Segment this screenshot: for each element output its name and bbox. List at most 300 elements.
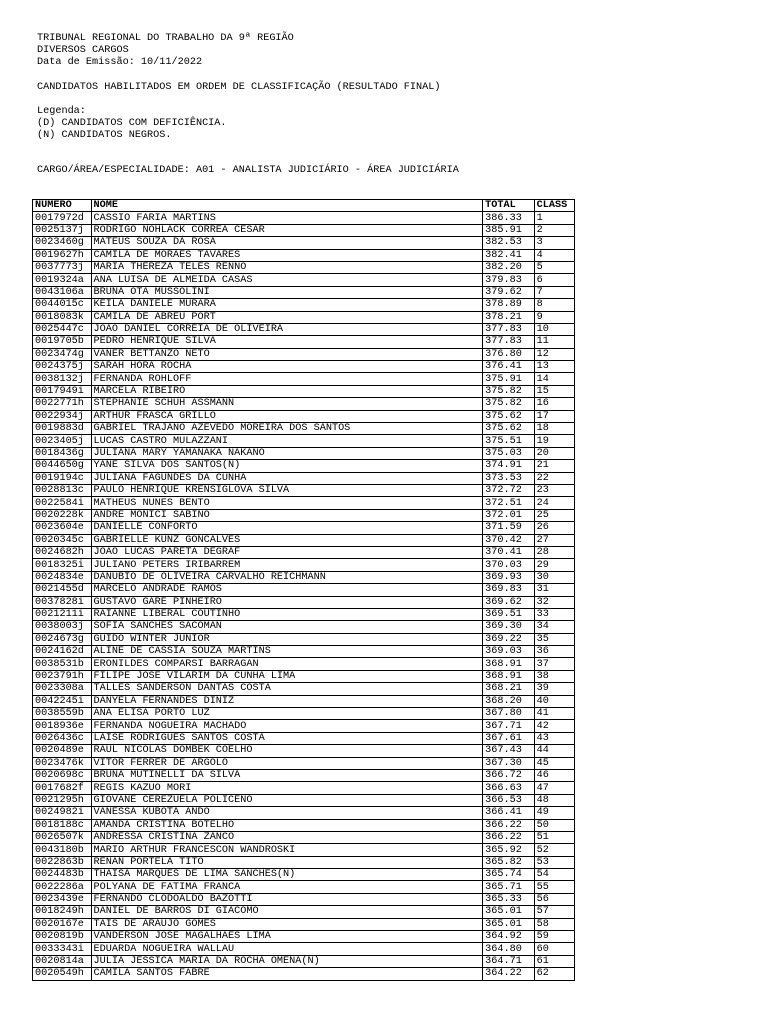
cell-class: 39	[534, 683, 574, 695]
table-row	[33, 782, 575, 794]
table-row	[33, 274, 575, 286]
cell-nome: FERNANDA ROHLOFF	[91, 373, 483, 385]
cell-numero: 0023791h	[33, 670, 92, 682]
cell-class: 26	[534, 522, 574, 534]
cell-total: 364.22	[483, 968, 534, 980]
cell-total: 370.41	[483, 546, 534, 558]
table-row	[33, 497, 575, 509]
cell-total: 375.62	[483, 423, 534, 435]
table-row	[33, 708, 575, 720]
cell-total: 379.83	[483, 274, 534, 286]
cell-numero: 0022286a	[33, 881, 92, 893]
table-row	[33, 584, 575, 596]
cell-nome: MATHEUS NUNES BENTO	[91, 497, 483, 509]
table-row	[33, 571, 575, 583]
cell-nome: VITOR FERRER DE ARGOLO	[91, 757, 483, 769]
cell-total: 375.51	[483, 435, 534, 447]
cell-nome: THAISA MARQUES DE LIMA SANCHES(N)	[91, 869, 483, 881]
cell-total: 364.92	[483, 931, 534, 943]
table-row	[33, 844, 575, 856]
table-row	[33, 299, 575, 311]
cell-nome: RODRIGO NOHLACK CORREA CESAR	[91, 224, 483, 236]
cell-numero: 0044015c	[33, 299, 92, 311]
table-row	[33, 955, 575, 967]
cell-nome: JULIANA FAGUNDES DA CUNHA	[91, 472, 483, 484]
cell-numero: 0020345c	[33, 534, 92, 546]
cell-class: 38	[534, 670, 574, 682]
cell-class: 5	[534, 261, 574, 273]
table-row	[33, 423, 575, 435]
cell-nome: MARCELO ANDRADE RAMOS	[91, 584, 483, 596]
cell-total: 369.22	[483, 633, 534, 645]
cell-numero: 0018325i	[33, 559, 92, 571]
table-row	[33, 447, 575, 459]
cell-numero: 0017682f	[33, 782, 92, 794]
cell-class: 30	[534, 571, 574, 583]
cell-nome: DANUBIO DE OLIVEIRA CARVALHO REICHMANN	[91, 571, 483, 583]
cell-nome: ANA ELISA PORTO LUZ	[91, 708, 483, 720]
cell-class: 7	[534, 286, 574, 298]
cell-total: 372.51	[483, 497, 534, 509]
cell-nome: TAIS DE ARAUJO GOMES	[91, 918, 483, 930]
cell-numero: 0024375j	[33, 361, 92, 373]
cell-nome: LUCAS CASTRO MULAZZANI	[91, 435, 483, 447]
table-row	[33, 261, 575, 273]
table-row	[33, 968, 575, 980]
cell-total: 368.91	[483, 670, 534, 682]
table-row	[33, 819, 575, 831]
table-row	[33, 633, 575, 645]
cell-nome: GUIDO WINTER JUNIOR	[91, 633, 483, 645]
cell-numero: 0021295h	[33, 794, 92, 806]
cell-class: 46	[534, 769, 574, 781]
cell-numero: 0020167e	[33, 918, 92, 930]
cell-nome: REGIS KAZUO MORI	[91, 782, 483, 794]
cell-numero: 0024682h	[33, 546, 92, 558]
cell-class: 31	[534, 584, 574, 596]
cell-numero: 0019194c	[33, 472, 92, 484]
cell-numero: 0018083k	[33, 311, 92, 323]
cell-class: 62	[534, 968, 574, 980]
cell-nome: PAULO HENRIQUE KRENSIGLOVA SILVA	[91, 484, 483, 496]
cell-nome: ARTHUR FRASCA GRILLO	[91, 410, 483, 422]
cell-total: 366.22	[483, 819, 534, 831]
table-row	[33, 757, 575, 769]
cell-class: 32	[534, 596, 574, 608]
cell-nome: ALINE DE CASSIA SOUZA MARTINS	[91, 646, 483, 658]
cell-nome: JULIANA MARY YAMANAKA NAKANO	[91, 447, 483, 459]
table-row	[33, 460, 575, 472]
cell-total: 368.91	[483, 658, 534, 670]
cell-total: 375.91	[483, 373, 534, 385]
cell-total: 365.01	[483, 918, 534, 930]
cell-numero: 0018436g	[33, 447, 92, 459]
cell-numero: 0021211i	[33, 608, 92, 620]
table-row	[33, 286, 575, 298]
table-row	[33, 646, 575, 658]
table-row	[33, 720, 575, 732]
cell-numero: 0022934j	[33, 410, 92, 422]
table-row	[33, 559, 575, 571]
cell-class: 33	[534, 608, 574, 620]
cell-class: 57	[534, 906, 574, 918]
org-title: TRIBUNAL REGIONAL DO TRABALHO DA 9ª REGIÃO	[37, 33, 294, 44]
cell-class: 40	[534, 695, 574, 707]
cell-class: 10	[534, 323, 574, 335]
cell-class: 8	[534, 299, 574, 311]
table-row	[33, 596, 575, 608]
cell-class: 34	[534, 621, 574, 633]
cell-nome: CASSIO FARIA MARTINS	[91, 212, 483, 224]
cell-class: 21	[534, 460, 574, 472]
cell-nome: TALLES SANDERSON DANTAS COSTA	[91, 683, 483, 695]
cell-total: 367.30	[483, 757, 534, 769]
cell-class: 41	[534, 708, 574, 720]
cell-total: 374.91	[483, 460, 534, 472]
cell-nome: LAISE RODRIGUES SANTOS COSTA	[91, 732, 483, 744]
cell-total: 365.01	[483, 906, 534, 918]
cell-class: 50	[534, 819, 574, 831]
cell-total: 365.92	[483, 844, 534, 856]
cell-numero: 0019705b	[33, 336, 92, 348]
cell-nome: MARIO ARTHUR FRANCESCON WANDROSKI	[91, 844, 483, 856]
cell-nome: FILIPE JOSE VILARIM DA CUNHA LIMA	[91, 670, 483, 682]
cell-total: 365.33	[483, 893, 534, 905]
cell-total: 369.93	[483, 571, 534, 583]
table-row	[33, 621, 575, 633]
cell-nome: ANA LUISA DE ALMEIDA CASAS	[91, 274, 483, 286]
cell-numero: 0020819b	[33, 931, 92, 943]
cell-class: 4	[534, 249, 574, 261]
cell-class: 47	[534, 782, 574, 794]
table-row	[33, 943, 575, 955]
table-row	[33, 893, 575, 905]
cell-numero: 0018188c	[33, 819, 92, 831]
cell-class: 19	[534, 435, 574, 447]
table-row	[33, 906, 575, 918]
cell-class: 24	[534, 497, 574, 509]
cell-total: 364.71	[483, 955, 534, 967]
table-row	[33, 695, 575, 707]
cell-class: 23	[534, 484, 574, 496]
cell-class: 58	[534, 918, 574, 930]
cell-nome: ANDRESSA CRISTINA ZANCO	[91, 831, 483, 843]
cell-class: 25	[534, 509, 574, 521]
cell-total: 379.62	[483, 286, 534, 298]
cell-numero: 0038003j	[33, 621, 92, 633]
table-row	[33, 608, 575, 620]
cell-nome: AMANDA CRISTINA BOTELHO	[91, 819, 483, 831]
cell-class: 35	[534, 633, 574, 645]
cell-total: 370.03	[483, 559, 534, 571]
table-row	[33, 410, 575, 422]
cell-total: 375.03	[483, 447, 534, 459]
cell-numero: 0043106a	[33, 286, 92, 298]
cell-total: 373.53	[483, 472, 534, 484]
cell-total: 385.91	[483, 224, 534, 236]
table-row	[33, 398, 575, 410]
cell-numero: 0022771h	[33, 398, 92, 410]
cell-total: 366.72	[483, 769, 534, 781]
cell-class: 27	[534, 534, 574, 546]
cell-nome: VANDERSON JOSE MAGALHAES LIMA	[91, 931, 483, 943]
table-row	[33, 385, 575, 397]
cell-numero: 0024982i	[33, 807, 92, 819]
cell-total: 369.03	[483, 646, 534, 658]
cell-nome: DANYELA FERNANDES DINIZ	[91, 695, 483, 707]
cell-numero: 0020549h	[33, 968, 92, 980]
table-row	[33, 249, 575, 261]
table-row	[33, 732, 575, 744]
cell-class: 52	[534, 844, 574, 856]
cell-class: 61	[534, 955, 574, 967]
table-row	[33, 323, 575, 335]
cell-nome: JULIA JESSICA MARIA DA ROCHA OMENA(N)	[91, 955, 483, 967]
cell-total: 378.89	[483, 299, 534, 311]
cell-class: 44	[534, 745, 574, 757]
table-row	[33, 546, 575, 558]
cell-numero: 0023476k	[33, 757, 92, 769]
cell-total: 369.62	[483, 596, 534, 608]
table-header-row	[33, 200, 575, 212]
cell-class: 53	[534, 856, 574, 868]
cell-nome: CAMILA DE ABREU PORT	[91, 311, 483, 323]
cell-numero: 0043180b	[33, 844, 92, 856]
cell-class: 6	[534, 274, 574, 286]
cell-nome: GABRIEL TRAJANO AZEVEDO MOREIRA DOS SANTOS	[91, 423, 483, 435]
cell-class: 15	[534, 385, 574, 397]
cell-total: 369.51	[483, 608, 534, 620]
cell-class: 3	[534, 237, 574, 249]
cell-total: 375.62	[483, 410, 534, 422]
cell-numero: 0021455d	[33, 584, 92, 596]
cell-nome: ANDRE MONICI SABINO	[91, 509, 483, 521]
cell-numero: 0018249h	[33, 906, 92, 918]
table-row	[33, 361, 575, 373]
cell-numero: 0026436c	[33, 732, 92, 744]
cell-numero: 0018936e	[33, 720, 92, 732]
table-row	[33, 237, 575, 249]
cell-nome: FERNANDA NOGUEIRA MACHADO	[91, 720, 483, 732]
table-row	[33, 856, 575, 868]
table-row	[33, 658, 575, 670]
cell-nome: SARAH HORA ROCHA	[91, 361, 483, 373]
cell-total: 377.83	[483, 323, 534, 335]
cell-total: 366.63	[483, 782, 534, 794]
cell-total: 375.82	[483, 385, 534, 397]
cell-nome: EDUARDA NOGUEIRA WALLAU	[91, 943, 483, 955]
table-row	[33, 769, 575, 781]
cell-class: 55	[534, 881, 574, 893]
cell-class: 11	[534, 336, 574, 348]
cell-class: 12	[534, 348, 574, 360]
cell-nome: JULIANO PETERS IRIBARREM	[91, 559, 483, 571]
cell-class: 2	[534, 224, 574, 236]
table-row	[33, 931, 575, 943]
table-row	[33, 472, 575, 484]
cell-numero: 0024673g	[33, 633, 92, 645]
cell-class: 56	[534, 893, 574, 905]
cell-nome: GABRIELLE KUNZ GONCALVES	[91, 534, 483, 546]
emission-date: Data de Emissão: 10/11/2022	[37, 57, 203, 68]
cell-numero: 0023604e	[33, 522, 92, 534]
cell-total: 367.43	[483, 745, 534, 757]
table-row	[33, 311, 575, 323]
cell-numero: 0025447c	[33, 323, 92, 335]
cell-numero: 0038531b	[33, 658, 92, 670]
cell-class: 9	[534, 311, 574, 323]
cell-numero: 0044650g	[33, 460, 92, 472]
cell-numero: 0019627h	[33, 249, 92, 261]
cell-nome: RAIANNE LIBERAL COUTINHO	[91, 608, 483, 620]
cell-total: 366.41	[483, 807, 534, 819]
cell-total: 368.20	[483, 695, 534, 707]
table-row	[33, 224, 575, 236]
cell-class: 28	[534, 546, 574, 558]
table-row	[33, 509, 575, 521]
cell-total: 368.21	[483, 683, 534, 695]
cell-class: 36	[534, 646, 574, 658]
cell-class: 22	[534, 472, 574, 484]
table-row	[33, 212, 575, 224]
cell-total: 376.80	[483, 348, 534, 360]
cell-class: 18	[534, 423, 574, 435]
cell-nome: JOAO LUCAS PARETA DEGRAF	[91, 546, 483, 558]
cell-numero: 0028813c	[33, 484, 92, 496]
cell-nome: VANER BETTANZO NETO	[91, 348, 483, 360]
column-header-total: TOTAL	[483, 200, 534, 212]
cell-numero: 0026507k	[33, 831, 92, 843]
cell-total: 375.82	[483, 398, 534, 410]
cell-nome: MATEUS SOUZA DA ROSA	[91, 237, 483, 249]
cell-numero: 0033343i	[33, 943, 92, 955]
cell-total: 376.41	[483, 361, 534, 373]
cell-numero: 0020698c	[33, 769, 92, 781]
table-row	[33, 683, 575, 695]
cell-nome: BRUNA OTA MUSSOLINI	[91, 286, 483, 298]
cell-nome: BRUNA MUTINELLI DA SILVA	[91, 769, 483, 781]
cell-nome: MARIA THEREZA TELES RENNO	[91, 261, 483, 273]
cell-total: 367.80	[483, 708, 534, 720]
table-row	[33, 794, 575, 806]
cell-numero: 0020489e	[33, 745, 92, 757]
cell-nome: SOFIA SANCHES SACOMAN	[91, 621, 483, 633]
column-header-numero: NUMERO	[33, 200, 92, 212]
table-row	[33, 336, 575, 348]
column-header-nome: NOME	[91, 200, 483, 212]
cell-class: 42	[534, 720, 574, 732]
cell-numero: 0042245i	[33, 695, 92, 707]
cell-total: 382.41	[483, 249, 534, 261]
cell-class: 16	[534, 398, 574, 410]
cell-numero: 0019883d	[33, 423, 92, 435]
cell-total: 378.21	[483, 311, 534, 323]
cell-nome: DANIELLE CONFORTO	[91, 522, 483, 534]
table-row	[33, 484, 575, 496]
cargo-title: CARGO/ÁREA/ESPECIALIDADE: A01 - ANALISTA JUDICIÁRIO - ÁREA JUDICIÁRIA	[37, 165, 459, 176]
cell-class: 45	[534, 757, 574, 769]
cell-total: 386.33	[483, 212, 534, 224]
cell-class: 13	[534, 361, 574, 373]
cell-numero: 0019324a	[33, 274, 92, 286]
legend-title: Legenda:	[37, 106, 86, 117]
cell-class: 1	[534, 212, 574, 224]
table-row	[33, 373, 575, 385]
cell-total: 364.80	[483, 943, 534, 955]
cell-class: 48	[534, 794, 574, 806]
cell-numero: 0023439e	[33, 893, 92, 905]
table-row	[33, 881, 575, 893]
cell-nome: GUSTAVO GARE PINHEIRO	[91, 596, 483, 608]
cell-nome: DANIEL DE BARROS DI GIACOMO	[91, 906, 483, 918]
cell-total: 382.20	[483, 261, 534, 273]
cell-numero: 0024834e	[33, 571, 92, 583]
cell-nome: JOAO DANIEL CORREIA DE OLIVEIRA	[91, 323, 483, 335]
table-row	[33, 745, 575, 757]
cell-total: 365.71	[483, 881, 534, 893]
cell-nome: KEILA DANIELE MURARA	[91, 299, 483, 311]
cell-total: 365.74	[483, 869, 534, 881]
table-row	[33, 435, 575, 447]
cell-total: 369.30	[483, 621, 534, 633]
cell-total: 366.22	[483, 831, 534, 843]
cell-nome: YANE SILVA DOS SANTOS(N)	[91, 460, 483, 472]
cell-nome: RENAN PORTELA TITO	[91, 856, 483, 868]
cell-class: 49	[534, 807, 574, 819]
doc-subtitle: DIVERSOS CARGOS	[37, 45, 129, 56]
cell-total: 366.53	[483, 794, 534, 806]
cell-total: 372.01	[483, 509, 534, 521]
table-row	[33, 534, 575, 546]
cell-nome: POLYANA DE FATIMA FRANCA	[91, 881, 483, 893]
cell-class: 14	[534, 373, 574, 385]
cell-total: 365.82	[483, 856, 534, 868]
table-row	[33, 522, 575, 534]
cell-total: 367.71	[483, 720, 534, 732]
cell-nome: MARCELA RIBEIRO	[91, 385, 483, 397]
cell-nome: FERNANDO CLODOALDO BAZOTTI	[91, 893, 483, 905]
cell-class: 54	[534, 869, 574, 881]
cell-numero: 0023308a	[33, 683, 92, 695]
legend-deficiency: (D) CANDIDATOS COM DEFICIÊNCIA.	[37, 118, 227, 129]
cell-class: 37	[534, 658, 574, 670]
cell-class: 17	[534, 410, 574, 422]
cell-numero: 0023405j	[33, 435, 92, 447]
cell-total: 371.59	[483, 522, 534, 534]
cell-numero: 0037773j	[33, 261, 92, 273]
cell-total: 377.83	[483, 336, 534, 348]
cell-class: 59	[534, 931, 574, 943]
cell-numero: 0038132j	[33, 373, 92, 385]
cell-class: 51	[534, 831, 574, 843]
cell-nome: RAUL NICOLAS DOMBEK COELHO	[91, 745, 483, 757]
results-table	[32, 199, 575, 981]
cell-numero: 0017949i	[33, 385, 92, 397]
table-row	[33, 831, 575, 843]
cell-nome: CAMILA SANTOS FABRE	[91, 968, 483, 980]
cell-numero: 0037828i	[33, 596, 92, 608]
cell-numero: 0022863b	[33, 856, 92, 868]
table-row	[33, 869, 575, 881]
table-row	[33, 670, 575, 682]
column-header-class: CLASS	[534, 200, 574, 212]
cell-numero: 0023474g	[33, 348, 92, 360]
cell-numero: 0038559b	[33, 708, 92, 720]
cell-total: 370.42	[483, 534, 534, 546]
cell-class: 60	[534, 943, 574, 955]
cell-total: 369.83	[483, 584, 534, 596]
cell-total: 367.61	[483, 732, 534, 744]
